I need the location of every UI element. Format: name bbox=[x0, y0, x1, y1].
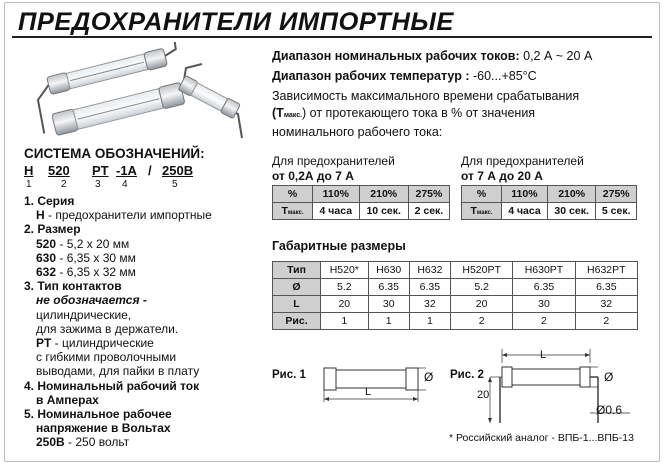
item-current: 4. Номинальный рабочий ток bbox=[24, 378, 200, 393]
dimensions-heading: Габаритные размеры bbox=[272, 239, 406, 253]
fuse-cylindrical bbox=[52, 82, 185, 135]
temp-range: Диапазон рабочих температур : -60...+85°С bbox=[272, 69, 537, 83]
item-contact-type: 3. Тип контактов bbox=[24, 279, 122, 294]
fig1-label: Рис. 1 bbox=[272, 369, 306, 381]
fig2-diameter: Ø bbox=[604, 370, 614, 384]
item-size: 2. Размер bbox=[24, 222, 81, 237]
page-title: ПРЕДОХРАНИТЕЛИ ИМПОРТНЫЕ bbox=[18, 8, 454, 36]
designation-numbers: 1 2 3 4 5 bbox=[26, 179, 178, 190]
system-heading: СИСТЕМА ОБОЗНАЧЕНИЙ: bbox=[24, 146, 205, 161]
fig2-length: L bbox=[540, 349, 547, 361]
current-range: Диапазон номинальных рабочих токов: 0,2 А ~ 20 А bbox=[272, 49, 593, 63]
item-voltage: 5. Номинальное рабочее bbox=[24, 407, 172, 422]
analog-note: * Российский аналог - ВПБ-1...ВПБ-13 bbox=[449, 432, 634, 444]
table1-caption: Для предохранителей от 0,2А до 7 А bbox=[272, 154, 395, 183]
fig2-label: Рис. 2 bbox=[450, 369, 484, 381]
specs-block bbox=[272, 48, 652, 141]
designation-code: H 520 PT -1A / 250B bbox=[24, 163, 194, 178]
fig2-wire-diameter: Ø0.6 bbox=[596, 403, 623, 417]
title-underline bbox=[12, 36, 652, 38]
fuse-product-image bbox=[22, 42, 247, 142]
fig2-lead-length: 20 bbox=[477, 389, 490, 401]
designation-list: 1. Серия H - предохранители импортные 2. Размер 520 - 5,2 х 20 мм 630 - 6,35 х 30 мм 632 - 6,35 х 32 мм 3. Тип контактов не обозначается - цилиндрические, для зажима в держатели. PT - цилиндрические с гибкими проволочными выводами, для пайки в плату 4. Номинальный рабочий ток в Амперах 5. Номинальное рабочее напряжение в Вольтах 250В - 250 вольт bbox=[24, 194, 254, 450]
time-table-low: % 110% 210% 275% Tмакс. 4 часа 10 сек. 2 сек. bbox=[272, 185, 450, 220]
item-series: 1. Серия bbox=[24, 194, 75, 208]
time-table-high: % 110% 210% 275% Tмакс. 4 часа 30 сек. 5 сек. bbox=[461, 185, 637, 220]
fig1-length: L bbox=[365, 386, 372, 398]
fig1-diameter: Ø bbox=[424, 370, 434, 384]
dimensions-table: Тип H520* H630 H632 H520PT H630PT H632PT Ø 5.2 6.35 6.35 5.2 6.35 6.35 L 20 30 32 20 30 32 Рис. 1 1 1 2 2 2 bbox=[272, 261, 638, 330]
fig1-drawing bbox=[318, 360, 438, 410]
dependency-text: Зависимость максимального времени срабатывания (Tмакс.) от протекающего тока в % от значения номинального рабочего тока: bbox=[272, 89, 580, 139]
table2-caption: Для предохранителей от 7 А до 20 А bbox=[461, 154, 584, 183]
fuse-small-with-leads bbox=[178, 64, 242, 138]
